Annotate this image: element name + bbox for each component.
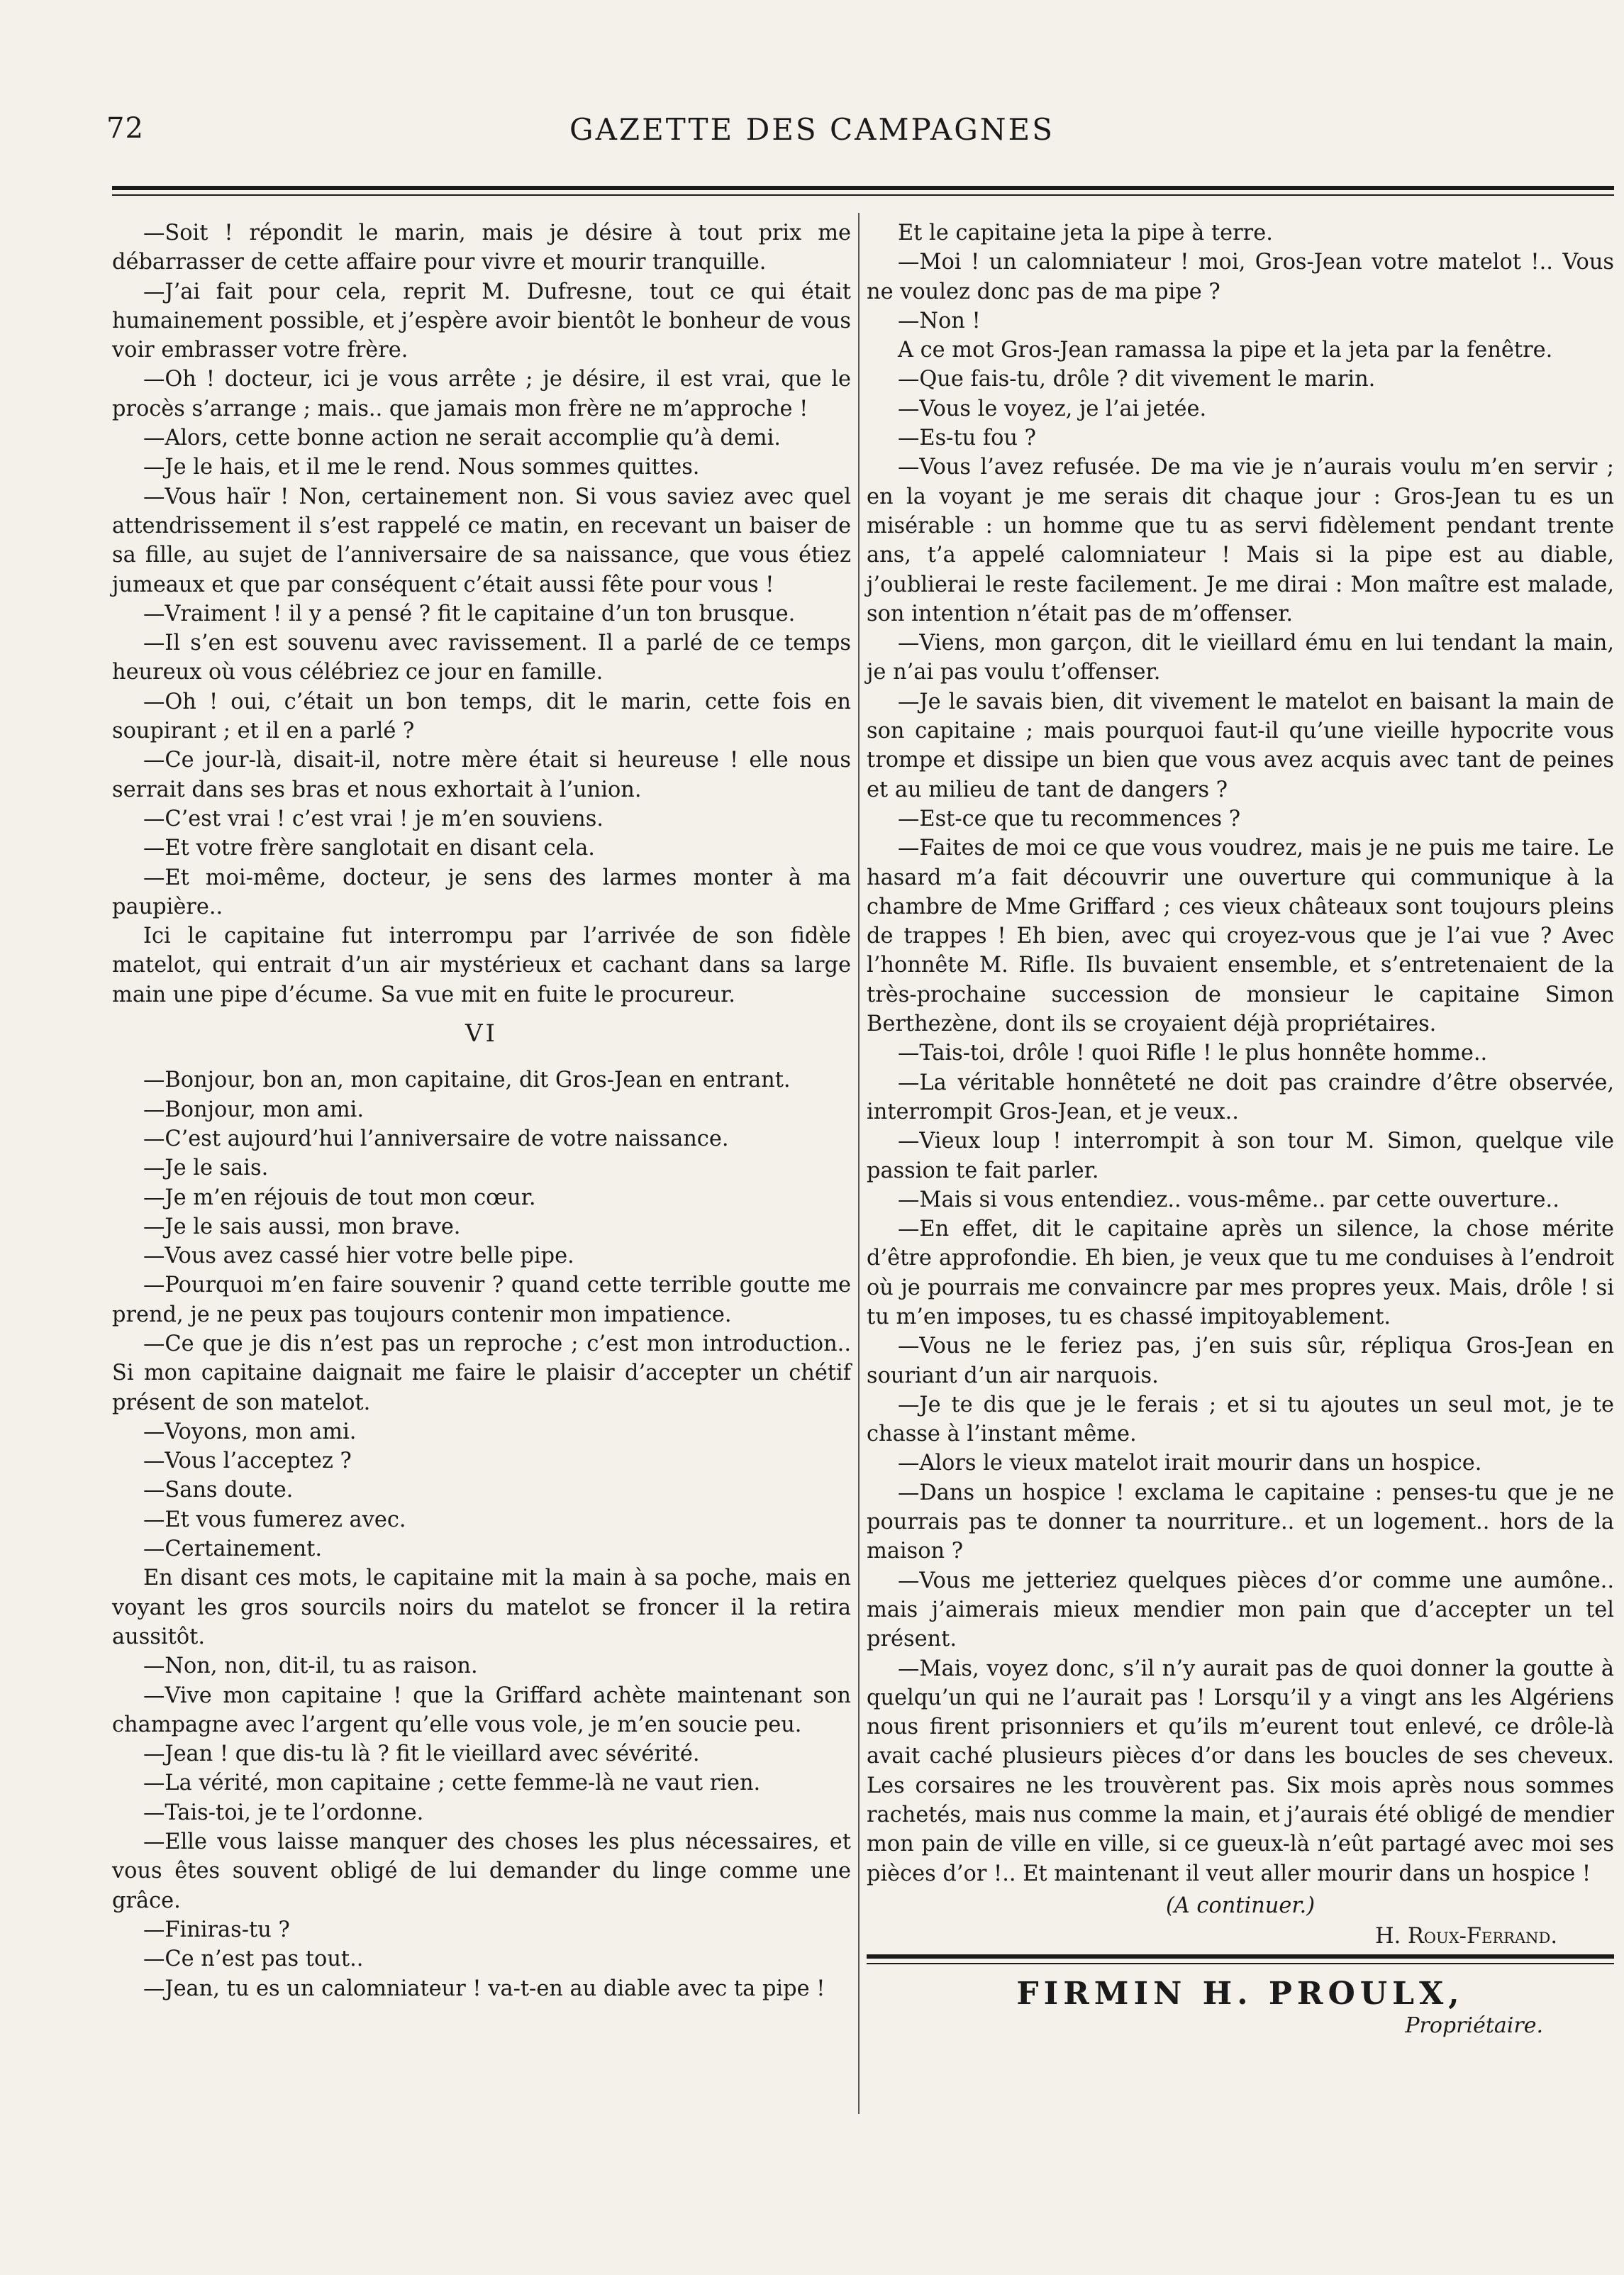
paragraph: —Mais si vous entendiez.. vous-même.. par cette ouverture.. — [898, 1187, 1559, 1212]
paragraph: —Que fais-tu, drôle ? dit vivement le marin. — [898, 367, 1376, 392]
paragraph: Et le capitaine jeta la pipe à terre. — [898, 221, 1273, 245]
paragraph: —Et moi-même, docteur, je sens des larmes monter à ma paupière.. — [112, 865, 851, 919]
paragraph: —Vraiment ! il y a pensé ? fit le capitaine d’un ton brusque. — [143, 601, 796, 626]
paragraph: —Vous ne le feriez pas, j’en suis sûr, répliqua Gros-Jean en souriant d’un air narquois. — [867, 1334, 1614, 1388]
paragraph: —Je te dis que je le ferais ; et si tu ajoutes un seul mot, je te chasse à l’instant même. — [867, 1392, 1614, 1447]
paragraph: —Et votre frère sanglotait en disant cela. — [143, 836, 595, 861]
paragraph: —En effet, dit le capitaine après un silence, la chose mérite d’être approfondie. Eh bien, je veux que tu me conduises à l’endroit où je pourrais me convaincre par mes propres yeux. Mais, drôle ! si tu m’en imposes, tu es chassé impitoyablement. — [867, 1217, 1614, 1329]
header-rule-top — [112, 186, 1614, 190]
paragraph: —J’ai fait pour cela, reprit M. Dufresne, tout ce qui était humainement possible, et j’espère avoir bientôt le bonheur de vous voir embrasser votre frère. — [112, 279, 851, 363]
paragraph: —Mais, voyez donc, s’il n’y aurait pas de quoi donner la goutte à quelqu’un qui ne l’aurait pas ! Lorsqu’il y a vingt ans les Algériens nous firent prisonniers et qu’ils m’eurent tout enlevé, ce drôle-là avait caché plusieurs pièces d’or dans les boucles de ses cheveux. Les corsaires ne les trouvèrent pas. Six mois après nous sommes rachetés, mais nus comme la main, et j’aurais été obligé de mendier mon pain de ville en ville, si ce gueux-là n’eût partagé avec moi ses pièces d’or !.. Et maintenant il veut aller mourir dans un hospice ! — [867, 1656, 1614, 1886]
paragraph: —Vous me jetteriez quelques pièces d’or comme une aumône.. mais j’aimerais mieux mendier mon pain que d’accepter un tel présent. — [867, 1568, 1614, 1652]
paragraph: —Jean, tu es un calomniateur ! va-t-en au diable avec ta pipe ! — [143, 1976, 825, 2001]
author-signature: H. Roux-Ferrand. — [1375, 1924, 1557, 1949]
paragraph: —C’est aujourd’hui l’anniversaire de votre naissance. — [143, 1126, 729, 1151]
paragraph: —Voyons, mon ami. — [143, 1419, 357, 1444]
paragraph: —Vous l’avez refusée. De ma vie je n’aurais voulu m’en servir ; en la voyant je me serais dit chaque jour : Gros-Jean tu es un misérable : un homme que tu as servi fidèlement pendant trente ans, t’a appelé calomniateur ! Mais si la pipe est au diable, j’oublierai le reste facilement. Je me dirai : Mon maître est malade, son intention n’était pas de m’offenser. — [867, 455, 1614, 626]
paragraph: —Es-tu fou ? — [898, 426, 1036, 451]
colophon-rule-bottom — [867, 1963, 1614, 1964]
paragraph: —Non, non, dit-il, tu as raison. — [143, 1654, 478, 1679]
running-head: GAZETTE DES CAMPAGNES — [569, 112, 1055, 147]
paragraph: —Je le savais bien, dit vivement le matelot en baisant la main de son capitaine ; mais pourquoi faut-il qu’une vieille hypocrite vous trompe et dissipe un bien que vous avez acquis avec tant de peines et au milieu de tant de dangers ? — [867, 689, 1614, 802]
paragraph: —Bonjour, mon ami. — [143, 1097, 365, 1122]
paragraph: —Sans doute. — [143, 1478, 294, 1503]
paragraph: —Je le sais aussi, mon brave. — [143, 1214, 461, 1239]
paragraph: —La véritable honnêteté ne doit pas craindre d’être observée, interrompit Gros-Jean, et je veux.. — [867, 1070, 1614, 1124]
paragraph: —Elle vous laisse manquer des choses les plus nécessaires, et vous êtes souvent obligé de lui demander du linge comme une grâce. — [112, 1830, 851, 1913]
paragraph: —Moi ! un calomniateur ! moi, Gros-Jean votre matelot !.. Vous ne voulez donc pas de ma pipe ? — [867, 250, 1614, 304]
paragraph: —Alors le vieux matelot irait mourir dans un hospice. — [898, 1451, 1482, 1476]
paragraph: —Il s’en est souvenu avec ravissement. Il a parlé de ce temps heureux où vous célébriez ce jour en famille. — [112, 631, 851, 685]
paragraph: —Oh ! oui, c’était un bon temps, dit le marin, cette fois en soupirant ; et il en a parlé ? — [112, 689, 851, 744]
colophon — [867, 1954, 1614, 2038]
paragraph: —Viens, mon garçon, dit le vieillard ému en lui tendant la main, je n’ai pas voulu t’offenser. — [867, 631, 1614, 685]
paragraph: —Ce que je dis n’est pas un reproche ; c’est mon introduction.. Si mon capitaine daignait me faire le plaisir d’accepter un chétif présent de son matelot. — [112, 1331, 851, 1415]
right-column-body — [867, 218, 1614, 1888]
paragraph: —Bonjour, bon an, mon capitaine, dit Gros-Jean en entrant. — [143, 1068, 791, 1093]
left-column-part-one — [112, 218, 851, 1009]
paragraph: —Soit ! répondit le marin, mais je désire à tout prix me débarrasser de cette affaire pour vivre et mourir tranquille. — [112, 221, 851, 275]
paragraph: —Finiras-tu ? — [143, 1917, 290, 1942]
section-heading: VI — [465, 1019, 498, 1048]
paragraph: —Ce n’est pas tout.. — [143, 1947, 364, 1972]
paragraph: —Je m’en réjouis de tout mon cœur. — [143, 1185, 536, 1210]
paragraph: —Je le sais. — [143, 1156, 269, 1181]
paragraph: —Dans un hospice ! exclama le capitaine : penses-tu que je ne pourrais pas te donner ta nourriture.. et un logement.. hors de la maison ? — [867, 1480, 1614, 1564]
paragraph: —Faites de moi ce que vous voudrez, mais je ne puis me taire. Le hasard m’a fait découvrir une ouverture qui communique à la chambre de Mme Griffard ; ces vieux châteaux sont toujours pleins de trappes ! Eh bien, avec qui croyez-vous que je l’ai vue ? Avec l’honnête M. Rifle. Ils buvaient ensemble, et s’entretenaient de la très-prochaine succession de monsieur le capitaine Simon Berthezène, dont ils se croyaient déjà propriétaires. — [867, 836, 1614, 1037]
paragraph: —Tais-toi, je te l’ordonne. — [143, 1800, 424, 1825]
paragraph: —Oh ! docteur, ici je vous arrête ; je désire, il est vrai, que le procès s’arrange ; mais.. que jamais mon frère ne m’approche ! — [112, 367, 851, 421]
paragraph: —Vieux loup ! interrompit à son tour M. Simon, quelque vile passion te fait parler. — [867, 1129, 1614, 1183]
paragraph: —Jean ! que dis-tu là ? fit le vieillard avec sévérité. — [143, 1742, 700, 1767]
paragraph: —Tais-toi, drôle ! quoi Rifle ! le plus honnête homme.. — [898, 1041, 1488, 1066]
paragraph: —Vous l’acceptez ? — [143, 1449, 352, 1474]
paragraph: A ce mot Gros-Jean ramassa la pipe et la jeta par la fenêtre. — [898, 338, 1553, 363]
left-column — [112, 218, 851, 2003]
left-column-part-two — [112, 1065, 851, 2003]
paragraph: —Vous le voyez, je l’ai jetée. — [898, 396, 1207, 421]
paragraph: —Je le hais, et il me le rend. Nous sommes quittes. — [143, 455, 700, 480]
column-divider — [858, 213, 860, 2114]
paragraph: —C’est vrai ! c’est vrai ! je m’en souviens. — [143, 806, 604, 831]
paragraph: —Pourquoi m’en faire souvenir ? quand cette terrible goutte me prend, je ne peux pas toujours contenir mon impatience. — [112, 1273, 851, 1327]
paragraph: —Alors, cette bonne action ne serait accomplie qu’à demi. — [143, 426, 781, 451]
publisher-name: FIRMIN H. PROULX, — [1016, 1976, 1464, 2012]
paragraph: —Vous avez cassé hier votre belle pipe. — [143, 1244, 574, 1269]
paragraph: —Et vous fumerez avec. — [143, 1507, 406, 1532]
paragraph: Ici le capitaine fut interrompu par l’arrivée de son fidèle matelot, qui entrait d’un air mystérieux et cachant dans sa large main une pipe d’écume. Sa vue mit en fuite le procureur. — [112, 924, 851, 1007]
paragraph: —Est-ce que tu recommences ? — [898, 806, 1241, 831]
paragraph: —La vérité, mon capitaine ; cette femme-là ne vaut rien. — [143, 1771, 761, 1796]
page-number: 72 — [106, 112, 144, 145]
header-rule-bottom — [112, 194, 1614, 196]
continued-note: (A continuer.) — [1165, 1893, 1316, 1918]
paragraph: —Certainement. — [143, 1537, 323, 1562]
paragraph: —Ce jour-là, disait-il, notre mère était si heureuse ! elle nous serrait dans ses bras et nous exhortait à l’union. — [112, 748, 851, 802]
publisher-title: Propriétaire. — [1405, 2013, 1543, 2038]
right-column — [867, 218, 1614, 1952]
paragraph: —Vive mon capitaine ! que la Griffard achète maintenant son champagne avec l’argent qu’elle vous vole, je m’en soucie peu. — [112, 1683, 851, 1737]
paragraph: —Non ! — [898, 308, 981, 333]
paragraph: En disant ces mots, le capitaine mit la main à sa poche, mais en voyant les gros sourcils noirs du matelot se froncer il la retira aussitôt. — [112, 1566, 851, 1649]
colophon-rule-top — [867, 1954, 1614, 1959]
paragraph: —Vous haïr ! Non, certainement non. Si vous saviez avec quel attendrissement il s’est rappelé ce matin, en recevant un baiser de sa fille, au sujet de l’anniversaire de sa naissance, que vous étiez jumeaux et que par conséquent c’était aussi fête pour vous ! — [112, 484, 851, 597]
